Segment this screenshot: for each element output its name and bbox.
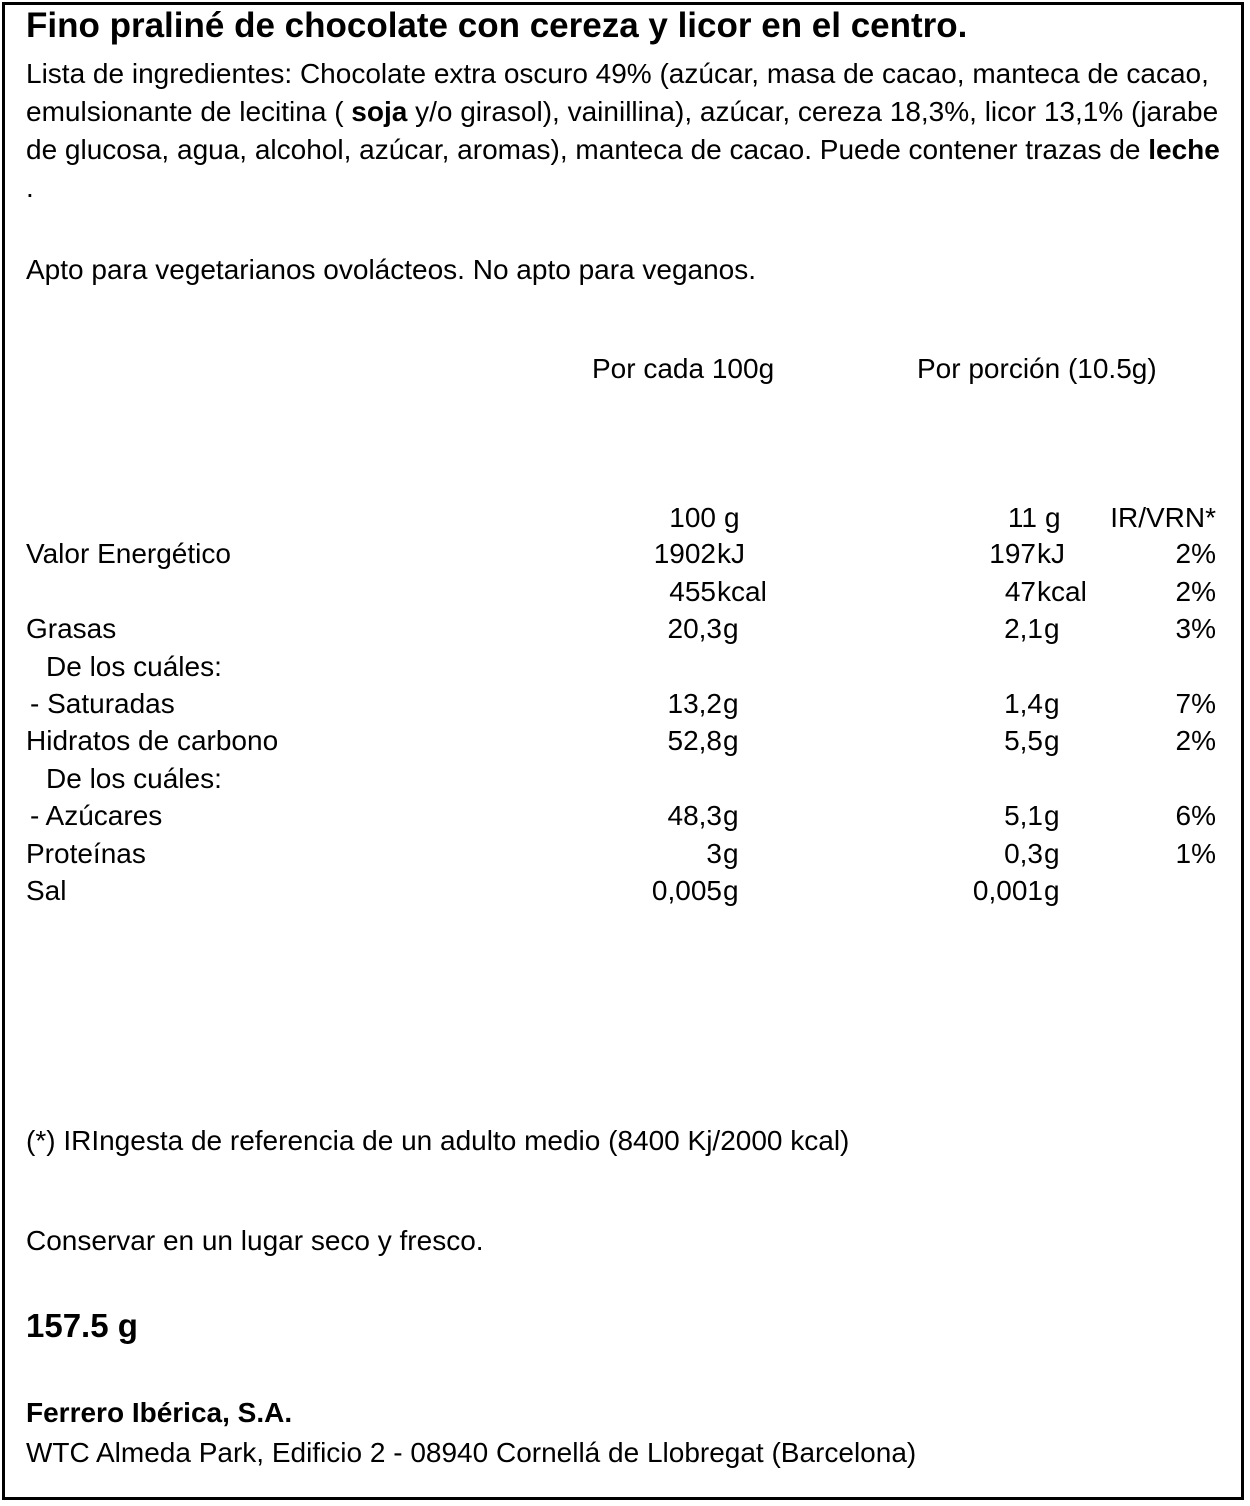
value-per-portion: 47: [1004, 576, 1036, 607]
diet-note: Apto para vegetarianos ovolácteos. No apto para veganos.: [26, 254, 757, 285]
unit-per-portion: g: [1044, 875, 1060, 906]
unit-per-portion: kcal: [1037, 576, 1087, 607]
unit-per-100g: g: [723, 838, 739, 869]
header-per-100g: Por cada 100g: [592, 353, 775, 384]
nutrient-label: - Saturadas: [30, 688, 175, 719]
unit-per-portion: g: [1044, 688, 1060, 719]
unit-per-portion: g: [1044, 725, 1060, 756]
value-per-100g: 0,005: [651, 875, 722, 906]
subheader-portion-unit: g: [1045, 502, 1061, 533]
footnote: (*) IRIngesta de referencia de un adulto medio (8400 Kj/2000 kcal): [26, 1125, 850, 1156]
unit-per-100g: g: [723, 800, 739, 831]
storage-note: Conservar en un lugar seco y fresco.: [26, 1225, 484, 1256]
ingredients-text-3: .: [26, 172, 34, 203]
nutrient-label: Proteínas: [26, 838, 146, 869]
ingredients-text-2: y/o girasol), vainillina), azúcar, cereza 18,3%, licor 13,1% (jarabe de glucosa, agua, alcohol, azúcar, aromas), manteca de cacao. Puede contener trazas de: [26, 96, 1219, 165]
value-per-portion: 0,001: [972, 875, 1043, 906]
unit-per-100g: kJ: [717, 538, 745, 569]
ingredients-text-1: Lista de ingredientes: Chocolate extra oscuro 49% (azúcar, masa de cacao, manteca de cacao, emulsionante de lecitina (: [26, 58, 1209, 127]
ir-percent: 1%: [1175, 838, 1216, 869]
unit-per-100g: kcal: [717, 576, 767, 607]
nutrient-label: - Azúcares: [30, 800, 163, 831]
ir-percent: 7%: [1175, 688, 1216, 719]
nutrient-label: De los cuáles:: [46, 763, 222, 794]
value-per-100g: 48,3: [667, 800, 722, 831]
nutrient-label: Hidratos de carbono: [26, 725, 279, 756]
value-per-100g: 1902: [653, 538, 716, 569]
unit-per-portion: g: [1044, 838, 1060, 869]
value-per-100g: 13,2: [667, 688, 722, 719]
header-per-portion: Por porción (10.5g): [917, 353, 1157, 384]
ir-percent: 6%: [1175, 800, 1216, 831]
net-weight: 157.5 g: [26, 1307, 138, 1344]
unit-per-100g: g: [723, 688, 739, 719]
ir-percent: 2%: [1175, 538, 1216, 569]
ir-percent: 2%: [1175, 725, 1216, 756]
unit-per-portion: kJ: [1037, 538, 1065, 569]
value-per-portion: 5,5: [1004, 725, 1043, 756]
value-per-portion: 1,4: [1004, 688, 1043, 719]
nutrient-label: De los cuáles:: [46, 651, 222, 682]
value-per-portion: 2,1: [1004, 613, 1043, 644]
unit-per-100g: g: [723, 613, 739, 644]
company-address: WTC Almeda Park, Edificio 2 - 08940 Cornellá de Llobregat (Barcelona): [26, 1437, 917, 1468]
company-name: Ferrero Ibérica, S.A.: [26, 1397, 293, 1428]
nutrient-label: Sal: [26, 875, 67, 906]
ir-percent: 3%: [1175, 613, 1216, 644]
value-per-portion: 197: [989, 538, 1036, 569]
unit-per-portion: g: [1044, 800, 1060, 831]
value-per-100g: 20,3: [667, 613, 722, 644]
subheader-ir: IR/VRN*: [1110, 502, 1216, 533]
value-per-portion: 5,1: [1004, 800, 1043, 831]
unit-per-100g: g: [723, 725, 739, 756]
unit-per-portion: g: [1044, 613, 1060, 644]
subheader-portion-value: 11: [1007, 502, 1037, 533]
ir-percent: 2%: [1175, 576, 1216, 607]
value-per-portion: 0,3: [1004, 838, 1043, 869]
value-per-100g: 455: [669, 576, 716, 607]
allergen-leche: leche: [1148, 134, 1220, 165]
value-per-100g: 52,8: [667, 725, 722, 756]
subheader-100-value: 100: [669, 502, 716, 533]
allergen-soja: soja: [351, 96, 408, 127]
nutrient-label: Valor Energético: [26, 538, 231, 569]
subheader-100-unit: g: [724, 502, 740, 533]
unit-per-100g: g: [723, 875, 739, 906]
nutrient-label: Grasas: [26, 613, 117, 644]
product-title: Fino praliné de chocolate con cereza y licor en el centro.: [26, 6, 968, 45]
value-per-100g: 3: [706, 838, 722, 869]
ingredients-list: [26, 55, 1226, 207]
